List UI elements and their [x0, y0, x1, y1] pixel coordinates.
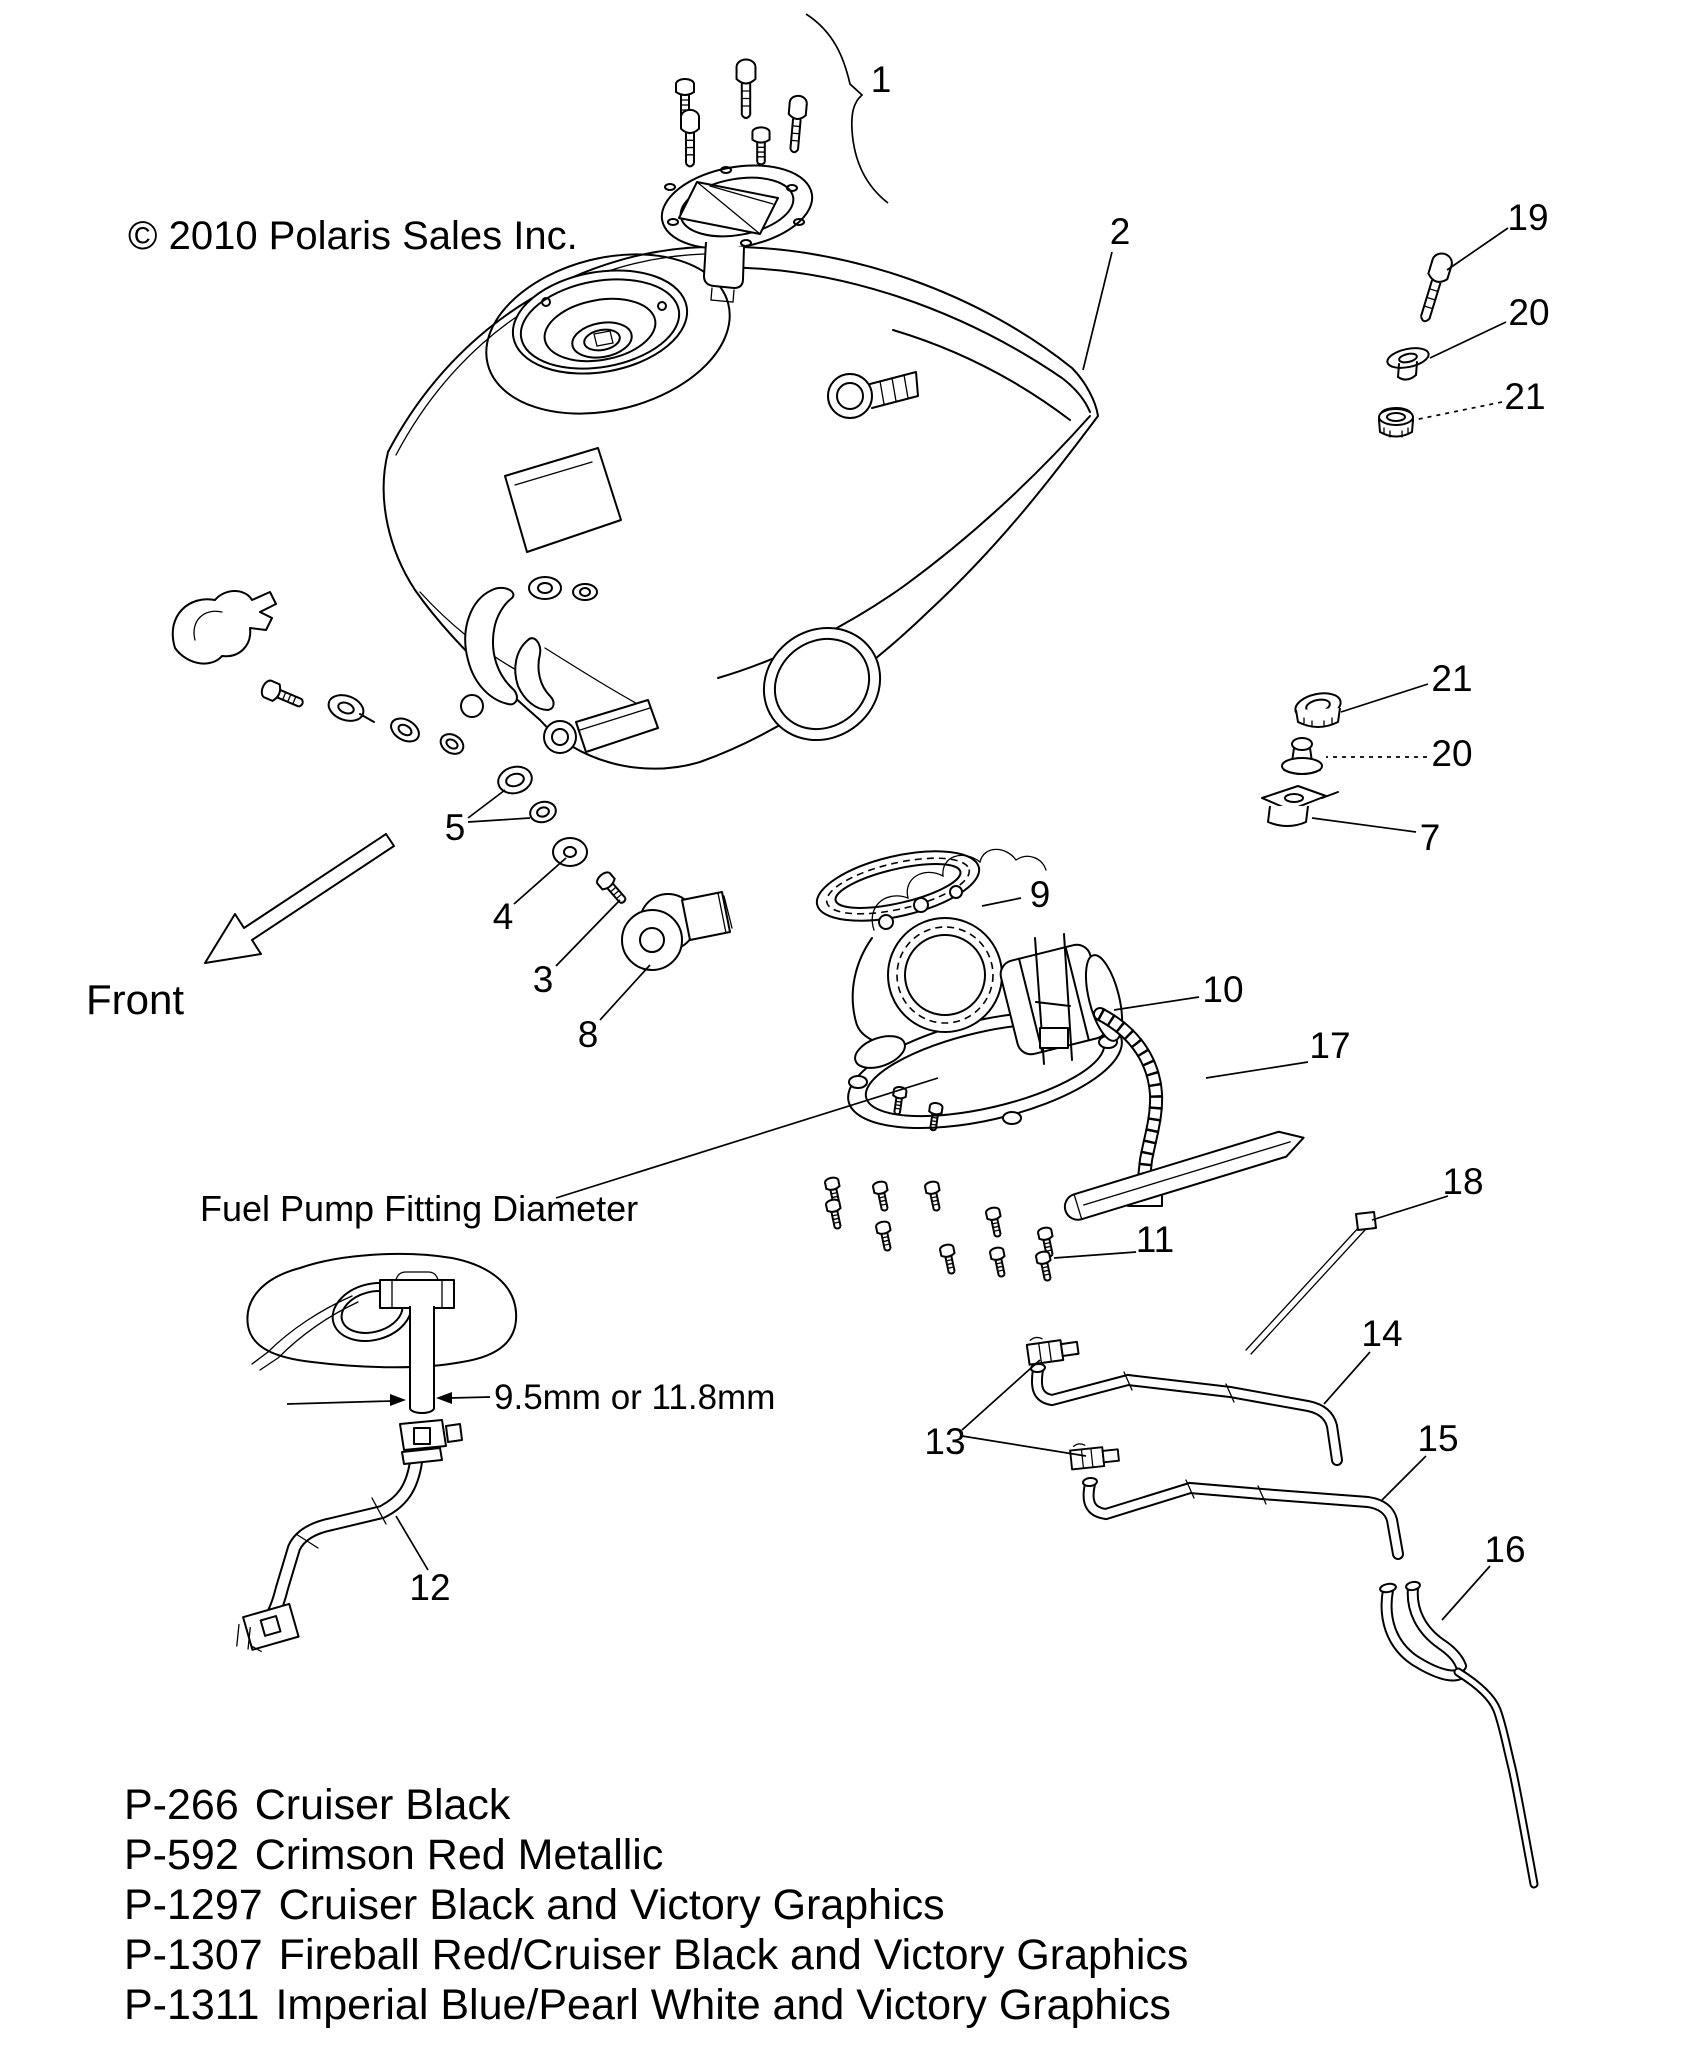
callout-3: 3 — [532, 959, 554, 1000]
pump-bottom-detail — [247, 1254, 516, 1413]
color-name: Cruiser Black — [254, 1781, 511, 1829]
color-code: P-1297 — [124, 1881, 263, 1929]
callout-13: 13 — [924, 1421, 966, 1462]
callout-12: 12 — [409, 1567, 451, 1608]
color-name: Crimson Red Metallic — [254, 1831, 664, 1879]
callout-20-top: 20 — [1508, 292, 1550, 333]
dimension-label: 9.5mm or 11.8mm — [494, 1378, 776, 1417]
color-code: P-1311 — [124, 1981, 260, 2029]
callout-19: 19 — [1507, 197, 1549, 238]
color-option-list — [124, 1780, 1188, 2030]
color-name: Fireball Red/Cruiser Black and Victory Graphics — [278, 1931, 1189, 1979]
callout-21-top: 21 — [1504, 376, 1546, 417]
callout-15: 15 — [1417, 1418, 1459, 1459]
cable-tie — [1246, 1212, 1376, 1354]
fuel-hose-15 — [1083, 1477, 1398, 1554]
color-option — [124, 1980, 1188, 2030]
callout-7: 7 — [1419, 817, 1441, 858]
color-name: Cruiser Black and Victory Graphics — [278, 1881, 945, 1929]
color-option — [124, 1830, 1188, 1880]
fuel-pump-note: Fuel Pump Fitting Diameter — [200, 1188, 639, 1229]
callout-17: 17 — [1309, 1025, 1351, 1066]
callout-9: 9 — [1029, 874, 1051, 915]
right-fasteners — [1262, 251, 1454, 826]
color-option — [124, 1880, 1188, 1930]
fuel-hose-14 — [1031, 1363, 1337, 1460]
screw-cluster — [824, 1176, 1056, 1281]
fuel-hose-12 — [230, 1420, 462, 1658]
callout-5: 5 — [444, 807, 466, 848]
color-name: Imperial Blue/Pearl White and Victory Graphics — [275, 1981, 1171, 2029]
callout-14: 14 — [1361, 1313, 1403, 1354]
front-direction-arrow — [205, 834, 394, 963]
hose-fitting-13a — [1026, 1332, 1079, 1365]
callout-11: 11 — [1135, 1219, 1175, 1260]
callout-21-mid: 21 — [1431, 658, 1473, 699]
copyright-text: © 2010 Polaris Sales Inc. — [128, 214, 578, 258]
color-option — [124, 1930, 1188, 1980]
callout-2: 2 — [1109, 211, 1131, 252]
color-code: P-1307 — [124, 1931, 263, 1979]
front-label: Front — [86, 976, 185, 1023]
callout-20-mid: 20 — [1431, 733, 1473, 774]
callout-10: 10 — [1202, 969, 1244, 1010]
callout-1: 1 — [870, 59, 892, 100]
callout-8: 8 — [577, 1014, 599, 1055]
color-code: P-592 — [124, 1831, 239, 1879]
vent-hose-16 — [1379, 1581, 1534, 1884]
color-code: P-266 — [124, 1781, 239, 1829]
callout-16: 16 — [1484, 1529, 1526, 1570]
color-option — [124, 1780, 1188, 1830]
callout-4: 4 — [492, 896, 514, 937]
fuel-tank-drawing — [384, 230, 1098, 768]
callout-18: 18 — [1442, 1161, 1484, 1202]
